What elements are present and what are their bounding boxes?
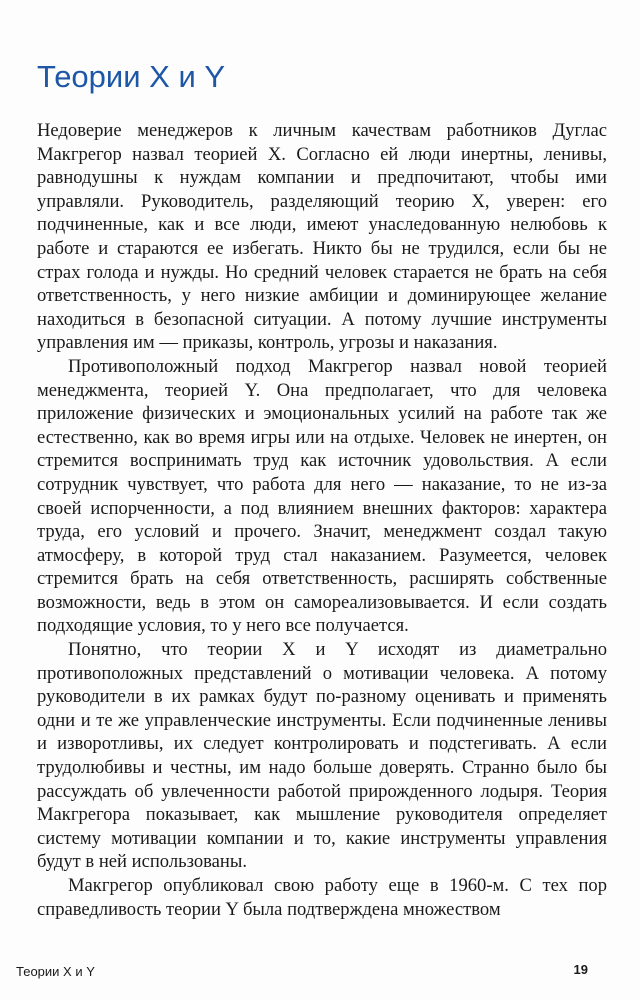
paragraph-3: Понятно, что теории X и Y исходят из диаметрально противоположных представлений о мотивации человека. А потому руководители в их рамках будут по-разному оценивать и применять одни и те же управленческие инструменты. Если подчиненные ленивы и изворотливы, их следует контролировать и подстегивать. А если трудолюбивы и честны, им надо больше доверять. Странно было бы рассуждать об увлеченности работой прирожденного лодыря. Теория Макгрегора показывает, как мышление руководителя определяет систему мотивации компании и то, какие инструменты управления будут в ней использованы. — [37, 639, 607, 873]
page-number: 19 — [573, 962, 588, 977]
paragraph-4: Макгрегор опубликовал свою работу еще в 1960-м. С тех пор справедливость теории Y была подтверждена множеством — [37, 875, 607, 920]
page-title: Теории X и Y — [37, 59, 226, 94]
running-title: Теории X и Y — [16, 964, 95, 979]
paragraph-2: Противоположный подход Макгрегор назвал новой теорией менеджмента, теорией Y. Она предполагает, что для человека приложение физических и эмоциональных усилий на работе так же естественно, как во время игры или на отдыхе. Человек не инертен, он стремится воспринимать труд как источник удовольствия. А если сотрудник чувствует, что работа для него — наказание, то не из-за своей испорченности, а под влиянием внешних факторов: характера труда, его условий и прочего. Значит, менеджмент создал такую атмосферу, в которой труд стал наказанием. Разумеется, человек стремится брать на себя ответственность, расширять собственные возможности, ведь в этом он самореализовывается. И если создать подходящие условия, то у него все получается. — [37, 355, 607, 637]
paragraph-1: Недоверие менеджеров к личным качествам работников Дуглас Макгрегор назвал теорией X. Согласно ей люди инертны, ленивы, равнодушны к нуждам компании и предпочитают, чтобы ими управляли. Руководитель, разделяющий теорию X, уверен: его подчиненные, как и все люди, имеют унаследованную нелюбовь к работе и стараются ее избегать. Никто бы не трудился, если бы не страх голода и нужды. Но средний человек старается не брать на себя ответственность, у него низкие амбиции и доминирующее желание находиться в безопасной ситуации. А потому лучшие инструменты управления им — приказы, контроль, угрозы и наказания. — [37, 120, 607, 354]
body-text — [37, 119, 607, 921]
